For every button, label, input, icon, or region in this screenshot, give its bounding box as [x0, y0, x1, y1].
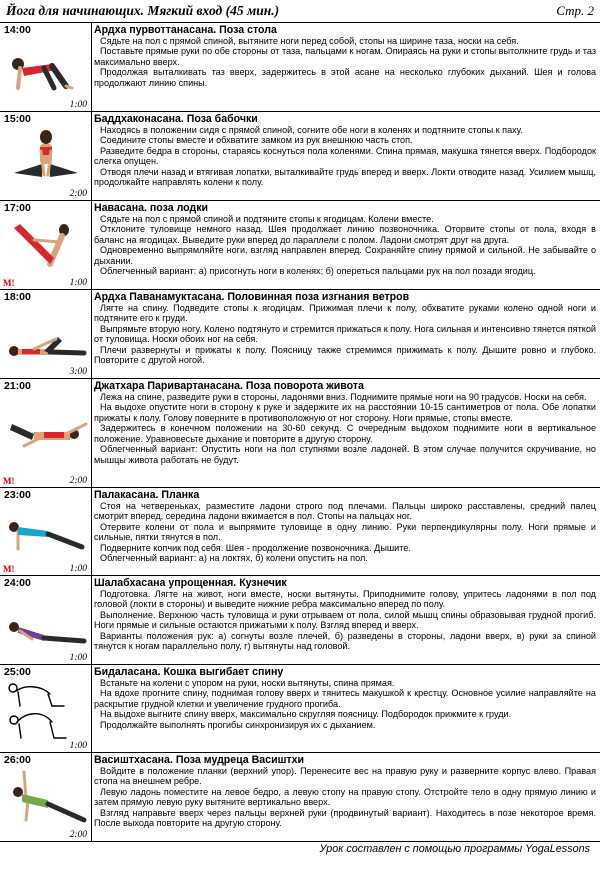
page-number: Стр. 2: [556, 3, 594, 18]
pose-time: 14:00: [4, 24, 31, 36]
caution-mark: M!: [3, 564, 15, 574]
pose-time: 21:00: [4, 380, 31, 392]
pose-name: Баддхаконасана. Поза бабочки: [94, 113, 258, 125]
pose-figure: [4, 591, 88, 651]
butterfly-pose-figure: [14, 130, 78, 177]
pose-paragraph: Продолжайте выполнять прогибы синхронизируя их с дыханием.: [100, 719, 376, 730]
pose-description: [94, 576, 596, 664]
pose-table: [0, 22, 600, 842]
pose-paragraph: Плечи развернуты и прижаты к полу. Поясницу также стремимся прижимать к полу. Дышите ровно и глубоко. Повторите с другой ногой.: [94, 344, 596, 366]
pose-paragraph: Облегченный вариант: Опустить ноги на пол ступнями возле ладоней. В этом случае получится скручивание, но мышцы живота работать не будут.: [94, 444, 596, 465]
pose-cell-left: [0, 576, 92, 664]
pose-name: Шалабхасана упрощенная. Кузнечик: [94, 577, 287, 589]
page-header: [6, 3, 594, 21]
pose-name: Васиштхасана. Поза мудреца Васиштхи: [94, 754, 305, 766]
boat-pose-figure: [14, 224, 69, 264]
pose-paragraph: Соедините стопы вместе и обхватите замком из рук внешнюю часть стоп.: [100, 135, 413, 146]
pose-paragraph: Облегченный вариант: а) присогнуть ноги в коленях; б) опереться пальцами рук на пол позади ягодиц.: [100, 266, 536, 277]
pose-time: 18:00: [4, 291, 31, 303]
pose-row: [0, 665, 600, 753]
pose-paragraph: Левую ладонь поместите на левое бедро, а левую стопу на правую стопу. Отстройте тело в одну прямую линию и затем прямую левую руку вытяните вертикально вверх.: [94, 786, 596, 808]
pose-paragraph: Стоя на четвереньках, разместите ладони строго под плечами. Пальцы широко расставлены, средний палец смотрит вперед, середина ладони вжимается в пол. Стопы на пальцах ног.: [94, 501, 596, 522]
pose-row: [0, 753, 600, 842]
pose-paragraph: Отводя плечи назад и втягивая лопатки, выталкивайте грудь вперед и вверх. Локти отводите назад. Усилием мышц, продолжайте направлять колени к полу.: [94, 166, 596, 188]
pose-figure: [4, 680, 88, 744]
pose-time: 15:00: [4, 113, 31, 125]
pose-cell-left: [0, 379, 92, 487]
pose-figure: [4, 216, 88, 276]
pose-paragraph: Взгляд направьте вверх через пальцы верхней руки (продвинутый вариант). Находитесь в позе некоторое время. После выхода повторите на другую сторону.: [94, 807, 596, 829]
pose-duration: 1:00: [69, 278, 87, 288]
pose-row: [0, 112, 600, 201]
pose-figure: [4, 394, 88, 454]
pose-name: Навасана. поза лодки: [94, 202, 209, 214]
pose-paragraph: Выполнение. Верхнюю часть туловища и руки отрываем от пола, силой мышц спины образовывая грудной прогиб. Ноги прямые и сильные остаются прижатыми к полу. Взгляд вперед и вверх.: [94, 609, 596, 631]
pose-time: 26:00: [4, 754, 31, 766]
pose-paragraph: Отервите колени от пола и выпрямите туловище в одну линию. Руки перпендикулярны полу. Ноги прямые и сильные, пятки тянутся в пол.: [94, 521, 596, 543]
pose-duration: 2:00: [69, 830, 87, 840]
pose-paragraph: Сядьте на пол с прямой спиной, вытяните ноги перед собой, стопы на ширине таза, носки на себя.: [100, 36, 519, 46]
pose-description: [94, 201, 596, 289]
pose-figure: [4, 38, 88, 98]
pose-row: [0, 379, 600, 488]
lesson-title: Йога для начинающих. Мягкий вход (45 мин.): [6, 3, 280, 18]
pose-paragraph: Лежа на спине, разведите руки в стороны, ладонями вниз. Поднимите прямые ноги на 90 градусов. Носки на себя.: [100, 392, 587, 402]
pose-description: [94, 488, 596, 575]
pose-duration: 1:00: [69, 564, 87, 574]
pose-paragraph: Находясь в положении сидя с прямой спиной, согните обе ноги в коленях и подтяните стопы к паху.: [100, 125, 523, 135]
pose-cell-left: [0, 290, 92, 378]
pose-figure: [4, 768, 88, 830]
pose-name: Бидаласана. Кошка выгибает спину: [94, 666, 284, 678]
pose-cell-left: [0, 488, 92, 575]
pose-description: [94, 665, 596, 752]
pose-description: [94, 112, 596, 200]
pose-duration: 1:00: [69, 653, 87, 663]
pose-paragraph: Выпрямьте вторую ногу. Колено подтянуто и стремится прижаться к полу. Нога сильная и интенсивно тянется пяткой от туловища. Носки обоих ног на себя.: [94, 323, 596, 345]
pose-paragraph: Подготовка. Лягте на живот, ноги вместе, носки вытянуты. Приподнимите голову, упритесь ладонями в пол под головой (локти в стороны) и выведите нижние ребра максимально вперед по полу.: [94, 589, 596, 610]
pose-row: [0, 23, 600, 112]
pose-paragraph: Варианты положения рук: а) согнуты возле плечей, б) разведены в стороны, ладони вверх, в) руки за спиной тянутся к ногам параллельно полу, г) вытянуты над головой.: [94, 630, 596, 652]
pose-figure: [4, 503, 88, 563]
pose-paragraph: Задержитесь в конечном положении на 30-60 секунд. С очередным выдохом поднимите ноги в вертикальное положение. Уравновесьте дыхание и повторите в другую сторону.: [94, 423, 596, 444]
pose-description: [94, 23, 596, 111]
pose-paragraph: Сядьте на пол с прямой спиной и подтяните стопы к ягодицам. Колени вместе.: [100, 214, 434, 224]
pose-paragraph: Облегченный вариант: а) на локтях, б) колени опустить на пол.: [100, 553, 368, 564]
pose-cell-left: [0, 753, 92, 841]
side-plank-figure: [13, 772, 84, 820]
wind-relieving-pose-figure: [9, 337, 84, 356]
table-pose-figure: [12, 58, 72, 88]
pose-paragraph: Отклоните туловище немного назад. Шея продолжает линию позвоночника. Оторвите стопы от пола, входя в баланс на ягодицах. Выведите руки вперед до параллели с полом. Ладони смотрят друг на друга.: [94, 224, 596, 245]
supine-twist-figure: [10, 424, 86, 446]
pose-paragraph: Войдите в положение планки (верхний упор). Перенесите вес на правую руку и разверните корпус влево. Правая стопа на внешнем ребре.: [94, 766, 596, 787]
pose-paragraph: Подверните копчик под себя. Шея - продолжение позвоночника. Дышите.: [100, 542, 411, 553]
pose-name: Палакасана. Планка: [94, 489, 200, 501]
pose-row: [0, 488, 600, 576]
pose-duration: 2:00: [69, 476, 87, 486]
pose-name: Ардха Паванамуктасана. Половинная поза изгнания ветров: [94, 291, 410, 303]
pose-cell-left: [0, 23, 92, 111]
pose-row: [0, 576, 600, 665]
pose-time: 23:00: [4, 489, 31, 501]
pose-figure: [4, 127, 88, 187]
pose-duration: 3:00: [69, 367, 87, 377]
pose-description: [94, 753, 596, 841]
pose-duration: 1:00: [69, 100, 87, 110]
pose-duration: 1:00: [69, 741, 87, 751]
pose-name: Джатхара Паривартанасана. Поза поворота живота: [94, 380, 364, 392]
pose-description: [94, 379, 596, 487]
pose-paragraph: Поставьте прямые руки по обе стороны от таза, пальцами к ногам. Опираясь на руки и стопы вытолкните грудь и таз максимально вверх.: [94, 46, 596, 67]
caution-mark: M!: [3, 278, 15, 288]
pose-cell-left: [0, 665, 92, 752]
pose-paragraph: Встаньте на колени с упором на руки, носки вытянуты, спина прямая.: [100, 678, 395, 688]
pose-figure: [4, 305, 88, 365]
pose-name: Ардха пурвоттанасана. Поза стола: [94, 24, 277, 36]
pose-cell-left: [0, 112, 92, 200]
pose-duration: 2:00: [69, 189, 87, 199]
pose-paragraph: На выдохе опустите ноги в сторону к руке и задержите их на расстоянии 10-15 сантиметров от пола. Обе лопатки прижаты к полу. Голову поверните в противоположную от ног сторону. Ноги прямые, стопы вместе.: [94, 402, 596, 423]
pose-description: [94, 290, 596, 378]
plank-pose-figure: [9, 522, 82, 549]
pose-paragraph: Одновременно выпрямляйте ноги, взгляд направлен вперед. Сохраняйте спину прямой и сильной. Не забывайте о дыхании.: [94, 245, 596, 266]
footer-credit: Урок составлен с помощью программы YogaLessons: [319, 843, 590, 855]
pose-cell-left: [0, 201, 92, 289]
pose-time: 17:00: [4, 202, 31, 214]
pose-paragraph: На выдохе выгните спину вверх, максимально скругляя поясницу. Подбородок прижмите к груди.: [100, 709, 512, 720]
pose-time: 24:00: [4, 577, 31, 589]
pose-paragraph: Разведите бедра в стороны, стараясь коснуться пола коленями. Спина прямая, макушка тянется вверх. Подбородок слегка опущен.: [94, 145, 596, 167]
pose-time: 25:00: [4, 666, 31, 678]
pose-paragraph: Продолжая выталкивать таз вверх, задержитесь в этой асане на несколько глубоких дыханий. Шея и голова продолжают линию спины.: [94, 67, 596, 88]
pose-paragraph: На вдохе прогните спину, поднимая голову вверх и тянитесь макушкой к крестцу. Основное усилие направляйте на раскрытие грудной клетки и увеличение грудного прогиба.: [94, 688, 596, 709]
locust-pose-figure: [9, 622, 84, 641]
pose-row: [0, 290, 600, 379]
pose-row: [0, 201, 600, 290]
cat-pose-figure: [9, 684, 66, 738]
caution-mark: M!: [3, 476, 15, 486]
pose-paragraph: Лягте на спину. Подведите стопы к ягодицам. Прижимая плечи к полу, обхватите руками колено одной ноги и подтяните его к груди.: [94, 303, 596, 324]
